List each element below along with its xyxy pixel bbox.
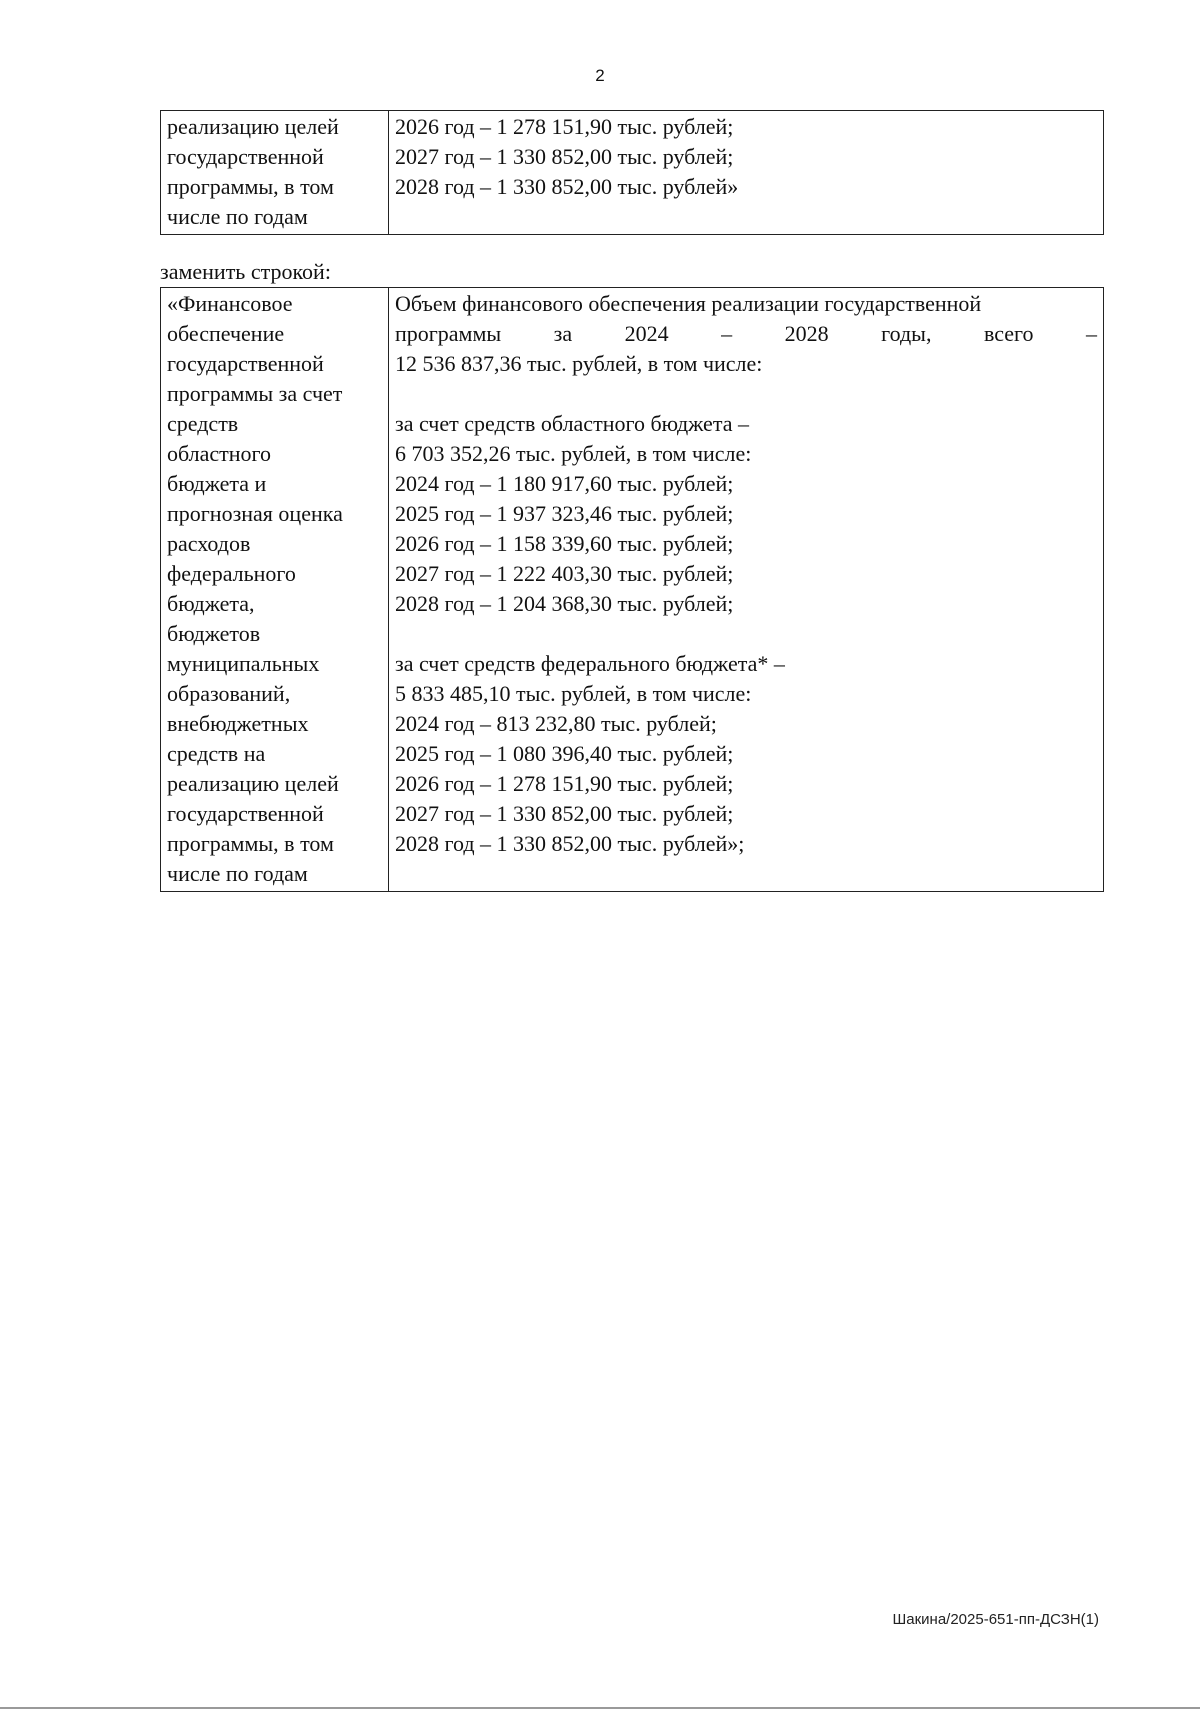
regional-year-line: 2024 год – 1 180 917,60 тыс. рублей;: [395, 471, 734, 496]
federal-year-line: 2025 год – 1 080 396,40 тыс. рублей;: [395, 741, 734, 766]
new-label-line: числе по годам: [167, 861, 308, 886]
new-label-line: обеспечение: [167, 321, 285, 346]
new-label-line: программы за счет: [167, 381, 343, 406]
new-label-line: «Финансовое: [167, 291, 293, 316]
new-label-line: государственной: [167, 801, 324, 826]
federal-year-line: 2026 год – 1 278 151,90 тыс. рублей;: [395, 771, 734, 796]
new-label-line: внебюджетных: [167, 711, 309, 736]
page-number: 2: [595, 66, 605, 85]
federal-amount: 5 833 485,10 тыс. рублей, в том числе:: [395, 681, 752, 706]
new-label-line: прогнозная оценка: [167, 501, 343, 526]
new-label-line: средств на: [167, 741, 266, 766]
document-reference: Шакина/2025-651-пп-ДСЗН(1): [892, 1611, 1099, 1628]
spacer: [395, 619, 1097, 649]
total-line: программы за 2024 – 2028 годы, всего –: [395, 321, 1097, 346]
federal-year-line: 2027 год – 1 330 852,00 тыс. рублей;: [395, 801, 734, 826]
old-label-line: программы, в том: [167, 174, 334, 199]
new-label-line: бюджета и: [167, 471, 267, 496]
new-label-cell: [161, 288, 389, 892]
old-funding-table: [160, 110, 1104, 235]
regional-amount: 6 703 352,26 тыс. рублей, в том числе:: [395, 441, 752, 466]
new-label-line: муниципальных: [167, 651, 320, 676]
new-label-line: государственной: [167, 351, 324, 376]
regional-year-line: 2025 год – 1 937 323,46 тыс. рублей;: [395, 501, 734, 526]
regional-year-line: 2028 год – 1 204 368,30 тыс. рублей;: [395, 591, 734, 616]
new-label-line: расходов: [167, 531, 251, 556]
old-year-line: 2028 год – 1 330 852,00 тыс. рублей»: [395, 174, 739, 199]
new-label-line: бюджета,: [167, 591, 255, 616]
federal-heading: за счет средств федерального бюджета* –: [395, 651, 785, 676]
old-label-line: государственной: [167, 144, 324, 169]
regional-year-line: 2026 год – 1 158 339,60 тыс. рублей;: [395, 531, 734, 556]
new-label-line: программы, в том: [167, 831, 334, 856]
scan-edge: [0, 1707, 1200, 1709]
old-year-line: 2027 год – 1 330 852,00 тыс. рублей;: [395, 144, 734, 169]
new-label-line: образований,: [167, 681, 291, 706]
table-row: [161, 288, 1104, 892]
regional-heading: за счет средств областного бюджета –: [395, 411, 749, 436]
old-value-cell: [389, 111, 1104, 235]
new-label-line: реализацию целей: [167, 771, 339, 796]
old-year-line: 2026 год – 1 278 151,90 тыс. рублей;: [395, 114, 734, 139]
table-row: [161, 111, 1104, 235]
new-label-line: федерального: [167, 561, 296, 586]
new-label-line: бюджетов: [167, 621, 261, 646]
replace-instruction: заменить строкой:: [160, 259, 331, 284]
old-label-cell: [161, 111, 389, 235]
total-line: Объем финансового обеспечения реализации государственной: [395, 291, 982, 316]
total-amount: 12 536 837,36 тыс. рублей, в том числе:: [395, 351, 763, 376]
federal-year-line: 2024 год – 813 232,80 тыс. рублей;: [395, 711, 717, 736]
new-label-line: областного: [167, 441, 272, 466]
old-label-line: числе по годам: [167, 204, 308, 229]
federal-year-line: 2028 год – 1 330 852,00 тыс. рублей»;: [395, 831, 745, 856]
old-label-line: реализацию целей: [167, 114, 339, 139]
regional-year-line: 2027 год – 1 222 403,30 тыс. рублей;: [395, 561, 734, 586]
new-funding-table: [160, 287, 1104, 892]
new-value-cell: [389, 288, 1104, 892]
spacer: [395, 379, 1097, 409]
new-label-line: средств: [167, 411, 239, 436]
